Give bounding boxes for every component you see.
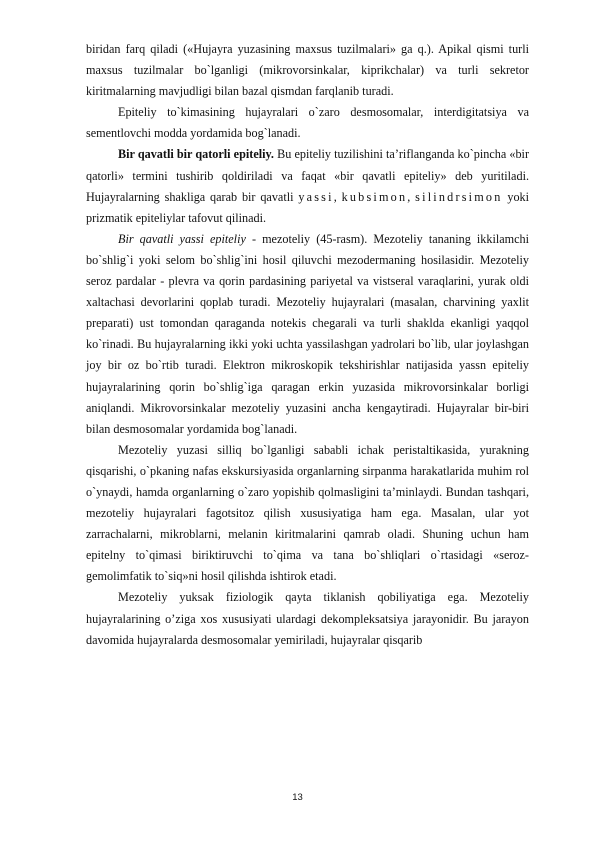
page-number: 13 [292,792,303,803]
section-heading-single-layer: Bir qavatli bir qatorli epiteliy. [118,147,274,162]
section-heading-squamous: Bir qavatli yassi epiteliy [118,231,246,246]
term-columnar: silindrsimon [415,189,503,204]
paragraph-4 [86,229,529,440]
term-cuboidal: kubsimon [341,189,408,204]
paragraph-6: Mezoteliy yuksak fiziologik qayta tiklanish qobiliyatiga ega. Mezoteliy hujayralarining o’ziga xos xususiyati ulardagi dekompleksatsiya jarayonidir. Bu jarayon davomida hujayralarda desmosomalar yemiriladi, hujayralar qisqarib [86,590,529,647]
paragraph-3-text-a: Bu epiteliy tuzilishini ta’riflanganda ko`pincha «bir qatorli» termini tushirib qoldiriladi va faqat «bir qavatli epiteliy» deb yuritiladi. Hujayralarning shakliga qarab bir qavatli [86,147,529,204]
paragraph-1: biridan farq qiladi («Hujayra yuzasining maxsus tuzilmalari» ga q.). Apikal qismi turli maxsus tuzilmalar bo`lganligi (mikrovorsinkalar, kiprikchalar) va turli sekretor kiritmalarning mavjudligi bilan bazal qismdan farqlanib turadi. [86,42,529,99]
paragraph-5: Mezoteliy yuzasi silliq bo`lganligi sababli ichak peristaltikasida, yurakning qisqarishi, o`pkaning nafas ekskursiyasida organlarning sirpanma harakatlarida muhim rol o`ynaydi, hamda organlarning o`zaro yopishib qolmasligini ta’minlaydi. Bundan tashqari, mezoteliy hujayralari fagotsitoz qilish xususiyatiga ham ega. Masalan, ular yot zarrachalarni, mikroblarni, melanin kiritmalarini qamrab oladi. Shuning uchun ham epitelny to`qimasi biriktiruvchi to`qima va tana bo`shliqlari o`rtasidagi «seroz-gemolimfatik to`siq»ni hosil qilishda ishtirok etadi. [86,442,529,584]
term-squamous: yassi [298,189,334,204]
paragraph-3 [86,144,529,228]
paragraph-2: Epiteliy to`kimasining hujayralari o`zaro desmosomalar, interdigitatsiya va sementlovchi modda yordamida bog`lanadi. [86,105,529,141]
document-page [86,39,529,651]
paragraph-3-text-b: yoki prizmatik epiteliylar tafovut qilinadi. [86,189,530,225]
separator-2: , [407,189,416,204]
paragraph-4-text: - mezoteliy (45-rasm). Mezoteliy tananing ikkilamchi bo`shlig`i yoki selom bo`shlig`ini hosil qiluvchi mezodermaning hosilasidir. Mezoteliy seroz pardalar - plevra va qorin pardasining pariyetal va vistseral varaqlarini, yurak oldi xaltachasi devorlarini qoplab turadi. Mezoteliy hujayralari (masalan, charvining yaxlit preparati) ust tomondan qaraganda notekis chegarali va turli shaklda ekanligi yaqqol ko`rinadi. Bu hujayralarning ikki yoki uchta yassilashgan yadrolari bo`lib, ular joylashgan joy bir oz bo`rtib turadi. Elektron mikroskopik tekshirishlar natijasida yassn epiteliy hujayralarining qorin bo`shlig`iga qaragan erkin yuzasida mikrovorsinkalar borligi aniqlandi. Mikrovorsinkalar mezoteliy yuzasini ancha kengaytiradi. Hujayralar bir-biri bilan desmosomalar yordamida bog`lanadi. [86,231,529,436]
separator-1: , [333,189,342,204]
